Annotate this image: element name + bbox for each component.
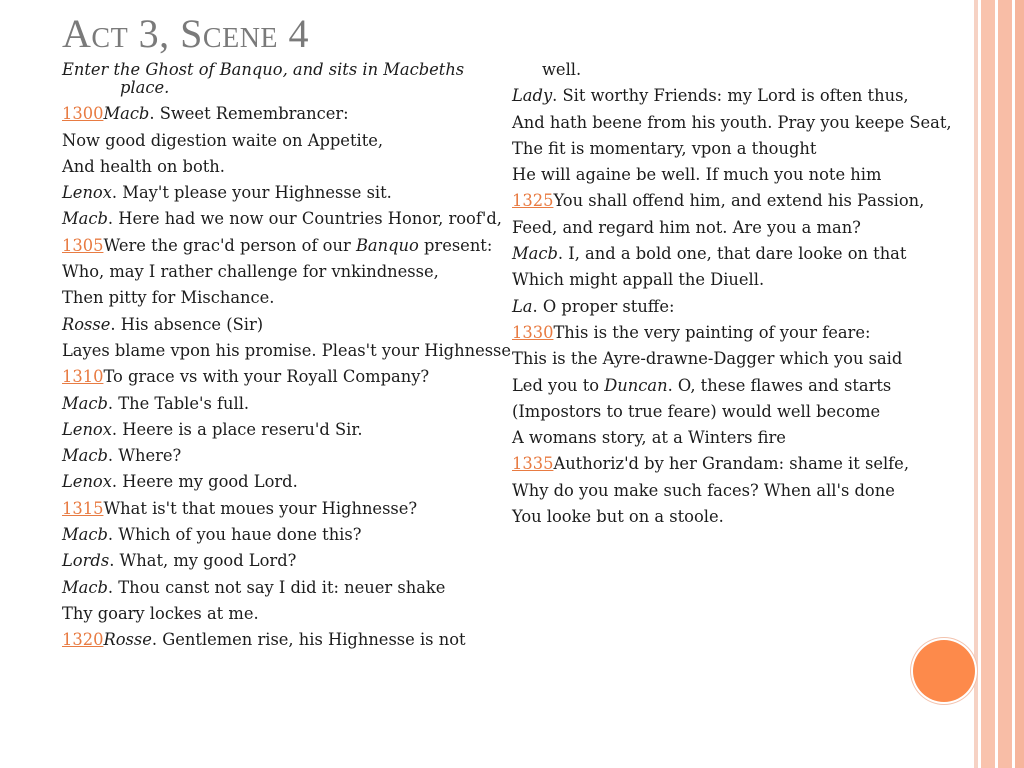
decorative-circle bbox=[913, 640, 975, 702]
script-line bbox=[62, 263, 512, 281]
speaker-name: Lenox bbox=[62, 472, 112, 492]
line-text: Layes blame vpon his promise. Pleas't your Highnesse bbox=[62, 340, 512, 360]
script-line bbox=[62, 342, 512, 360]
line-number-link[interactable]: 1310 bbox=[62, 367, 104, 387]
speaker-name: Rosse bbox=[103, 630, 152, 650]
line-number-link[interactable]: 1300 bbox=[62, 104, 104, 124]
speaker-name: Macb bbox=[62, 446, 108, 466]
script-line bbox=[512, 140, 952, 158]
line-text: . Heere is a place reseru'd Sir. bbox=[111, 419, 363, 439]
line-text: Who, may I rather challenge for vnkindnesse, bbox=[62, 262, 439, 282]
script-line bbox=[62, 132, 512, 150]
italic-text: Banquo bbox=[355, 235, 419, 255]
script-line bbox=[62, 421, 512, 439]
line-text: This is the Ayre-drawne-Dagger which you said bbox=[512, 349, 903, 369]
right-text-column bbox=[512, 61, 952, 534]
line-text: . Thou canst not say I did it: neuer shake bbox=[107, 577, 446, 597]
script-line bbox=[62, 237, 512, 255]
line-text: . I, and a bold one, that dare looke on that bbox=[557, 244, 907, 264]
line-text: present: bbox=[418, 235, 493, 255]
script-line bbox=[62, 552, 512, 570]
speaker-name: La bbox=[512, 296, 533, 316]
line-text: The fit is momentary, vpon a thought bbox=[512, 138, 817, 158]
script-line bbox=[512, 87, 952, 105]
script-line bbox=[512, 271, 952, 289]
line-text: You shall offend him, and extend his Passion, bbox=[553, 191, 925, 211]
slide-title: Act 3, Scene 4 bbox=[62, 11, 310, 56]
speaker-name: Macb bbox=[103, 104, 150, 124]
script-line bbox=[512, 377, 952, 395]
script-line bbox=[512, 508, 952, 526]
speaker-name: Lenox bbox=[62, 183, 112, 203]
line-text: . Where? bbox=[107, 446, 182, 466]
script-line bbox=[62, 210, 512, 228]
script-line bbox=[512, 114, 952, 132]
line-text: . His absence (Sir) bbox=[110, 314, 264, 334]
line-text: . O proper stuffe: bbox=[532, 296, 675, 316]
line-text: . Which of you haue done this? bbox=[107, 525, 362, 545]
script-line bbox=[512, 245, 952, 263]
line-text: A womans story, at a Winters fire bbox=[512, 428, 786, 448]
line-text: And health on both. bbox=[62, 156, 225, 176]
line-text: . Gentlemen rise, his Highnesse is not bbox=[151, 630, 466, 650]
line-text: To grace vs with your Royall Company? bbox=[103, 367, 430, 387]
line-text: And hath beene from his youth. Pray you keepe Seat, bbox=[512, 112, 952, 132]
script-line bbox=[62, 105, 512, 123]
script-line bbox=[512, 298, 952, 316]
line-text: . O, these flawes and starts bbox=[667, 375, 892, 395]
speaker-name: Lady bbox=[512, 86, 553, 106]
line-text: . Sweet Remembrancer: bbox=[149, 104, 349, 124]
speaker-name: Rosse bbox=[62, 314, 111, 334]
script-line bbox=[512, 403, 952, 421]
line-text: . What, my good Lord? bbox=[109, 551, 297, 571]
speaker-name: Lenox bbox=[62, 419, 112, 439]
script-line bbox=[62, 473, 512, 491]
left-text-column bbox=[62, 61, 512, 658]
line-text: Why do you make such faces? When all's done bbox=[512, 480, 895, 500]
line-number-link[interactable]: 1320 bbox=[62, 630, 104, 650]
continuation-line bbox=[512, 61, 952, 79]
line-text: Which might appall the Diuell. bbox=[512, 270, 765, 290]
decorative-side-stripes bbox=[974, 0, 1024, 768]
line-number-link[interactable]: 1325 bbox=[512, 191, 554, 211]
line-text: What is't that moues your Highnesse? bbox=[103, 498, 418, 518]
script-line bbox=[62, 447, 512, 465]
line-number-link[interactable]: 1330 bbox=[512, 322, 554, 342]
line-number-link[interactable]: 1335 bbox=[512, 454, 554, 474]
script-line bbox=[62, 605, 512, 623]
line-text: well. bbox=[542, 60, 582, 79]
line-text: Thy goary lockes at me. bbox=[62, 603, 259, 623]
line-text: . Heere my good Lord. bbox=[111, 472, 298, 492]
script-line bbox=[62, 631, 512, 649]
line-number-link[interactable]: 1315 bbox=[62, 498, 104, 518]
script-line bbox=[62, 579, 512, 597]
script-line bbox=[512, 455, 952, 473]
line-text: Authoriz'd by her Grandam: shame it selfe, bbox=[553, 454, 909, 474]
line-text: Led you to bbox=[512, 375, 605, 395]
script-line bbox=[512, 324, 952, 342]
line-text: . Sit worthy Friends: my Lord is often thus, bbox=[552, 86, 909, 106]
speaker-name: Macb bbox=[512, 244, 558, 264]
speaker-name: Macb bbox=[62, 577, 108, 597]
script-line bbox=[512, 350, 952, 368]
line-text: . May't please your Highnesse sit. bbox=[111, 183, 392, 203]
speaker-name: Lords bbox=[62, 551, 110, 571]
script-line bbox=[62, 500, 512, 518]
script-line bbox=[62, 61, 512, 97]
script-line bbox=[512, 219, 952, 237]
italic-text: Duncan bbox=[604, 375, 668, 395]
speaker-name: Macb bbox=[62, 393, 108, 413]
line-text: This is the very painting of your feare: bbox=[553, 322, 871, 342]
line-text: Feed, and regard him not. Are you a man? bbox=[512, 217, 861, 237]
line-text: You looke but on a stoole. bbox=[512, 507, 724, 527]
line-text: . The Table's full. bbox=[107, 393, 250, 413]
script-line bbox=[62, 395, 512, 413]
line-text: . Here had we now our Countries Honor, roof'd, bbox=[107, 209, 502, 229]
script-line bbox=[62, 184, 512, 202]
line-text: Were the grac'd person of our bbox=[103, 235, 356, 255]
script-line bbox=[512, 166, 952, 184]
italic-text: Enter the Ghost of Banquo, and sits in Macbeths place. bbox=[62, 60, 465, 97]
speaker-name: Macb bbox=[62, 525, 108, 545]
speaker-name: Macb bbox=[62, 209, 108, 229]
line-text: Then pitty for Mischance. bbox=[62, 288, 275, 308]
line-text: (Impostors to true feare) would well become bbox=[512, 401, 881, 421]
script-line bbox=[62, 526, 512, 544]
line-text: Now good digestion waite on Appetite, bbox=[62, 130, 384, 150]
script-line bbox=[512, 192, 952, 210]
line-number-link[interactable]: 1305 bbox=[62, 235, 104, 255]
line-text: He will againe be well. If much you note him bbox=[512, 165, 882, 185]
script-line bbox=[62, 368, 512, 386]
script-line bbox=[62, 316, 512, 334]
script-line bbox=[512, 482, 952, 500]
script-line bbox=[512, 429, 952, 447]
script-line bbox=[62, 158, 512, 176]
script-line bbox=[62, 289, 512, 307]
